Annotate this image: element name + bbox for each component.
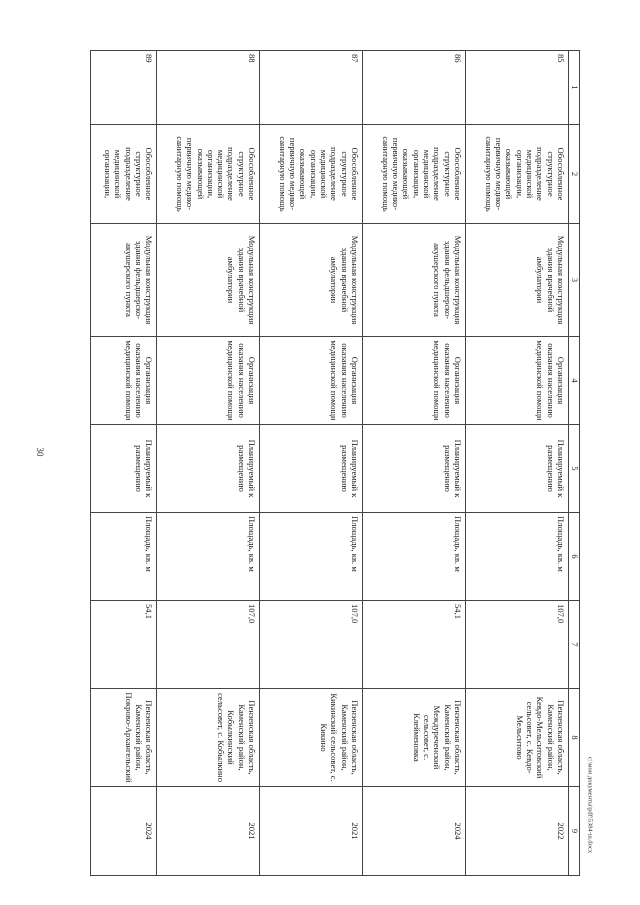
facility-location: Пензенская область, Каменский район, Кевдо-Мельситовский сельсовет, с. Кевдо-Мельситово bbox=[465, 689, 568, 787]
column-number-2: 2 bbox=[568, 125, 579, 224]
object-type: Модульная конструкция здания врачебной амбулатории bbox=[157, 224, 260, 337]
facility-location: Пензенская область, Каменский район, Кикинский сельсовет, с. Кикино bbox=[260, 689, 363, 787]
facilities-table bbox=[90, 50, 580, 876]
object-type: Модульная конструкция здания врачебной амбулатории bbox=[260, 224, 363, 337]
row-number: 85 bbox=[465, 51, 568, 125]
facility-status: Планируемый к размещению bbox=[363, 425, 466, 513]
column-number-9: 9 bbox=[568, 787, 579, 876]
column-number-8: 8 bbox=[568, 689, 579, 787]
table-row bbox=[465, 51, 568, 876]
planned-year: 2024 bbox=[363, 787, 466, 876]
measure-unit: Площадь, кв. м bbox=[260, 513, 363, 601]
facility-status: Планируемый к размещению bbox=[91, 425, 157, 513]
object-type: Модульная конструкция здания врачебной амбулатории bbox=[465, 224, 568, 337]
facility-location: Пензенская область, Каменский район, Покрово-Архангельский bbox=[91, 689, 157, 787]
column-number-6: 6 bbox=[568, 513, 579, 601]
measure-value: 107,0 bbox=[465, 601, 568, 689]
facility-status: Планируемый к размещению bbox=[157, 425, 260, 513]
measure-unit: Площадь, кв. м bbox=[363, 513, 466, 601]
measure-value: 54,1 bbox=[91, 601, 157, 689]
facility-status: Планируемый к размещению bbox=[465, 425, 568, 513]
table-landscape-frame bbox=[90, 50, 580, 875]
facility-purpose: Организация оказания населению медицинской помощи bbox=[91, 337, 157, 425]
measure-value: 107,0 bbox=[157, 601, 260, 689]
footer-file-path: c:\мои документы\pdf\5384-ш.docx bbox=[586, 756, 594, 854]
row-number: 89 bbox=[91, 51, 157, 125]
planned-year: 2024 bbox=[91, 787, 157, 876]
facility-purpose: Организация оказания населению медицинской помощи bbox=[465, 337, 568, 425]
page-number: 30 bbox=[35, 447, 45, 457]
planned-year: 2022 bbox=[465, 787, 568, 876]
column-number-1: 1 bbox=[568, 51, 579, 125]
column-number-5: 5 bbox=[568, 425, 579, 513]
measure-value: 107,0 bbox=[260, 601, 363, 689]
facility-name: Обособленное структурное подразделение медицинской организации, оказывающей первичную медико-санитарную помощь bbox=[465, 125, 568, 224]
facility-purpose: Организация оказания населению медицинской помощи bbox=[157, 337, 260, 425]
object-type: Модульная конструкция здания фельдшерско-акушерского пункта bbox=[91, 224, 157, 337]
table-row bbox=[157, 51, 260, 876]
column-number-7: 7 bbox=[568, 601, 579, 689]
measure-unit: Площадь, кв. м bbox=[91, 513, 157, 601]
column-number-3: 3 bbox=[568, 224, 579, 337]
row-number: 88 bbox=[157, 51, 260, 125]
planned-year: 2021 bbox=[157, 787, 260, 876]
facility-purpose: Организация оказания населению медицинской помощи bbox=[260, 337, 363, 425]
facility-name: Обособленное структурное подразделение медицинской организации, оказывающей первичную медико-санитарную помощь bbox=[260, 125, 363, 224]
column-number-4: 4 bbox=[568, 337, 579, 425]
table-row bbox=[260, 51, 363, 876]
facility-name: Обособленное структурное подразделение медицинской организации, bbox=[91, 125, 157, 224]
facility-status: Планируемый к размещению bbox=[260, 425, 363, 513]
facility-purpose: Организация оказания населению медицинской помощи bbox=[363, 337, 466, 425]
facility-location: Пензенская область, Каменский район, Кобылкинский сельсовет, с. Кобылкино bbox=[157, 689, 260, 787]
row-number: 87 bbox=[260, 51, 363, 125]
facility-name: Обособленное структурное подразделение медицинской организации, оказывающей первичную медико-санитарную помощь bbox=[363, 125, 466, 224]
row-number: 86 bbox=[363, 51, 466, 125]
object-type: Модульная конструкция здания фельдшерско-акушерского пункта bbox=[363, 224, 466, 337]
measure-value: 54,1 bbox=[363, 601, 466, 689]
table-row bbox=[363, 51, 466, 876]
measure-unit: Площадь, кв. м bbox=[465, 513, 568, 601]
facility-name: Обособленное структурное подразделение медицинской организации, оказывающей первичную медико-санитарную помощь bbox=[157, 125, 260, 224]
table-header-row bbox=[568, 51, 579, 876]
table-row bbox=[91, 51, 157, 876]
facility-location: Пензенская область, Каменский район, Междуреченский сельсовет, с. Клейменовка bbox=[363, 689, 466, 787]
rotated-table-wrapper bbox=[90, 50, 580, 875]
measure-unit: Площадь, кв. м bbox=[157, 513, 260, 601]
planned-year: 2021 bbox=[260, 787, 363, 876]
